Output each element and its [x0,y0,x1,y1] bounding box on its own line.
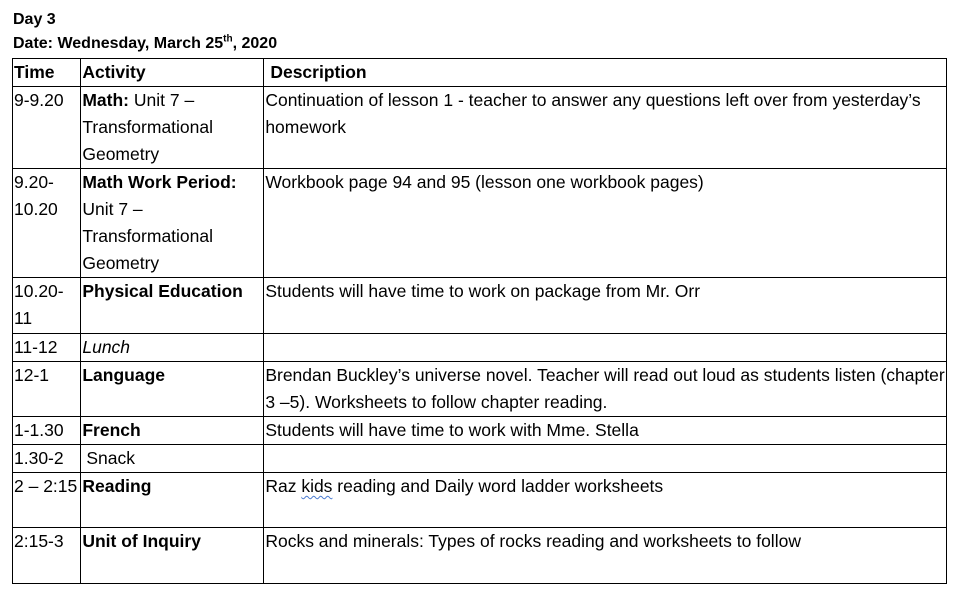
header-row [13,59,947,87]
schedule-table [12,58,947,584]
table-row [13,528,947,584]
description-cell: Students will have time to work with Mme. Stella [264,417,947,445]
date-ordinal: th [223,33,233,45]
time-cell: 11-12 [13,334,81,362]
activity-cell [81,417,264,445]
description-cell: Continuation of lesson 1 - teacher to answer any questions left over from yesterday’s homework [264,87,947,169]
activity-bold: Math: [82,90,130,110]
time-cell: 9.20-10.20 [13,169,81,278]
activity-bold: Reading [82,476,152,496]
date-year: , 2020 [232,35,278,52]
day-title: Day 3 [13,11,56,28]
activity-cell [81,362,264,417]
activity-bold: Math Work Period: [82,172,237,192]
table-row [13,278,947,334]
time-cell: 2 – 2:15 [13,473,81,528]
activity-detail: Unit 7 – Transformational Geometry [82,90,214,164]
column-header-description: Description [264,59,947,87]
description-text: reading and Daily word ladder worksheets [332,476,664,496]
time-cell: 2:15-3 [13,528,81,584]
description-cell: Students will have time to work on package from Mr. Orr [264,278,947,334]
table-row [13,417,947,445]
description-cell [264,334,947,362]
date-prefix: Date: Wednesday, March 25 [13,35,224,52]
activity-cell [81,528,264,584]
description-cell: Workbook page 94 and 95 (lesson one workbook pages) [264,169,947,278]
column-header-time: Time [13,59,81,87]
table-row [13,445,947,473]
spellcheck-word: kids [301,476,333,496]
activity-cell: Lunch [81,334,264,362]
activity-bold: French [82,420,141,440]
activity-bold: Unit of Inquiry [82,531,201,551]
time-cell: 12-1 [13,362,81,417]
description-cell [264,473,947,528]
column-header-activity: Activity [81,59,264,87]
table-row [13,362,947,417]
table-row [13,87,947,169]
time-cell: 1.30-2 [13,445,81,473]
activity-cell [81,278,264,334]
time-cell: 10.20-11 [13,278,81,334]
activity-bold: Physical Education [82,281,243,301]
activity-cell [81,473,264,528]
description-cell [264,445,947,473]
time-cell: 1-1.30 [13,417,81,445]
activity-cell [81,169,264,278]
table-row [13,169,947,278]
table-row [13,473,947,528]
activity-detail: Unit 7 – Transformational Geometry [82,199,214,273]
date-line [13,34,277,54]
description-cell: Rocks and minerals: Types of rocks reading and worksheets to follow [264,528,947,584]
activity-bold: Language [82,365,166,385]
activity-cell [81,87,264,169]
table-row [13,334,947,362]
description-cell: Brendan Buckley’s universe novel. Teacher will read out loud as students listen (chapter 3 –5). Worksheets to follow chapter reading. [264,362,947,417]
activity-cell: Snack [81,445,264,473]
time-cell: 9-9.20 [13,87,81,169]
description-text: Raz [265,476,302,496]
